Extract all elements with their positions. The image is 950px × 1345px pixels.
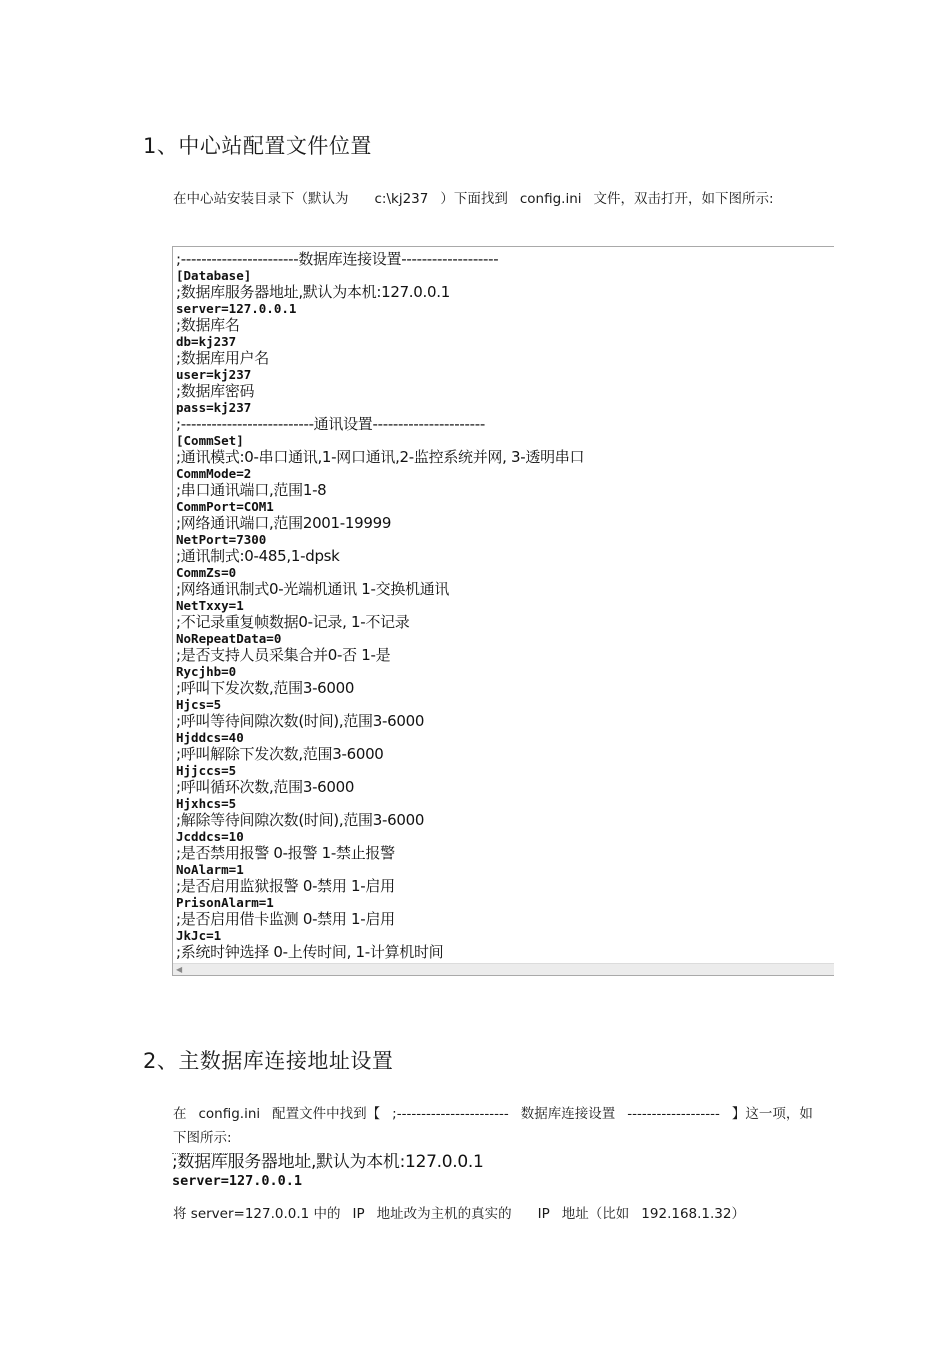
para-text: 文件，双击打开，如下图所示:	[593, 191, 774, 207]
para-text: 将 server=127.0.0.1 中的	[173, 1206, 341, 1222]
config-filename: config.ini	[519, 191, 582, 207]
para-text: ）下面找到	[440, 191, 508, 207]
section-1-paragraph	[173, 187, 813, 211]
config-comment-line: ;呼叫等待间隙次数(时间),范围3-6000	[176, 712, 425, 730]
config-value-line: [CommSet]	[176, 432, 244, 448]
section-name: 数据库连接设置	[520, 1106, 616, 1122]
config-value-line: NetPort=7300	[176, 531, 267, 547]
config-value-line: CommMode=2	[176, 465, 252, 481]
config-comment-line: ;不记录重复帧数据0-记录, 1-不记录	[176, 613, 410, 631]
server-setting-snippet	[172, 1153, 552, 1193]
example-ip: 192.168.1.32	[641, 1206, 732, 1222]
config-value-line: CommZs=0	[176, 564, 237, 580]
config-comment-line: ;-----------------------数据库连接设置-------------------	[176, 250, 499, 268]
config-value-line: CommPort=COM1	[176, 498, 274, 514]
config-comment-line: ;通讯模式:0-串口通讯,1-网口通讯,2-监控系统并网, 3-透明串口	[176, 448, 585, 466]
config-comment-line: ;数据库用户名	[176, 349, 269, 367]
section-1-heading: 1、中心站配置文件位置	[143, 134, 372, 158]
para-text: 地址改为主机的真实的	[376, 1206, 512, 1222]
para-text: IP	[537, 1206, 550, 1222]
config-comment-line: ;解除等待间隙次数(时间),范围3-6000	[176, 811, 425, 829]
scroll-left-arrow-icon[interactable]: ◀	[176, 965, 183, 974]
section-2-paragraph-2	[173, 1202, 813, 1226]
section-2-heading: 2、主数据库连接地址设置	[143, 1049, 394, 1073]
config-file-content	[176, 251, 834, 961]
config-value-line: server=127.0.0.1	[172, 1173, 303, 1189]
para-text: 在中心站安装目录下（默认为	[173, 191, 349, 207]
config-comment-line: ;是否启用借卡监测 0-禁用 1-启用	[176, 910, 395, 928]
config-comment-line: ;网络通讯制式0-光端机通讯 1-交换机通讯	[176, 580, 450, 598]
config-comment-line: ;呼叫循环次数,范围3-6000	[176, 778, 355, 796]
config-comment-line: ;呼叫解除下发次数,范围3-6000	[176, 745, 384, 763]
config-comment-line: ;--------------------------通讯设置----------------------	[176, 415, 485, 433]
config-value-line: Rycjhb=0	[176, 663, 237, 679]
config-value-line: NetTxxy=1	[176, 597, 244, 613]
config-value-line: NoAlarm=1	[176, 861, 244, 877]
config-file-screenshot	[172, 246, 834, 976]
config-comment-line: ;数据库服务器地址,默认为本机:127.0.0.1	[176, 283, 450, 301]
separator-text: -------------------	[627, 1106, 720, 1122]
config-value-line: NoRepeatData=0	[176, 630, 282, 646]
install-path: c:\kj237	[374, 191, 429, 207]
config-filename: config.ini	[198, 1106, 261, 1122]
config-value-line: JkJc=1	[176, 927, 222, 943]
config-value-line: db=kj237	[176, 333, 237, 349]
config-value-line: Jcddcs=10	[176, 828, 244, 844]
config-value-line: Hjxhcs=5	[176, 795, 237, 811]
para-text: 在	[173, 1106, 187, 1122]
config-comment-line: ;串口通讯端口,范围1-8	[176, 481, 327, 499]
config-comment-line: ;数据库名	[176, 316, 240, 334]
separator-text: ;-----------------------	[392, 1106, 509, 1122]
config-comment-line: ;数据库服务器地址,默认为本机:127.0.0.1	[172, 1153, 484, 1172]
config-value-line: Hjddcs=40	[176, 729, 244, 745]
crop-edge	[172, 1153, 232, 1159]
config-comment-line: ;通讯制式:0-485,1-dpsk	[176, 547, 340, 565]
section-2-paragraph-1	[173, 1102, 813, 1150]
config-value-line: pass=kj237	[176, 399, 252, 415]
config-comment-line: ;系统时钟选择 0-上传时间, 1-计算机时间	[176, 943, 444, 961]
config-comment-line: ;是否启用监狱报警 0-禁用 1-启用	[176, 877, 395, 895]
config-value-line: PrisonAlarm=1	[176, 894, 274, 910]
config-comment-line: ;呼叫下发次数,范围3-6000	[176, 679, 355, 697]
para-text: 配置文件中找到【	[272, 1106, 381, 1122]
config-comment-line: ;是否支持人员采集合并0-否 1-是	[176, 646, 391, 664]
config-value-line: Hjjccs=5	[176, 762, 237, 778]
config-value-line: server=127.0.0.1	[176, 300, 297, 316]
config-comment-line: ;是否禁用报警 0-报警 1-禁止报警	[176, 844, 395, 862]
para-text: 】这一项，如下图所示:	[173, 1106, 813, 1146]
para-text: IP	[352, 1206, 365, 1222]
config-value-line: Hjcs=5	[176, 696, 222, 712]
config-value-line: user=kj237	[176, 366, 252, 382]
config-value-line: [Database]	[176, 267, 252, 283]
horizontal-scrollbar[interactable]	[173, 963, 834, 975]
para-text: 地址（比如	[561, 1206, 630, 1222]
config-comment-line: ;数据库密码	[176, 382, 255, 400]
para-text: ）	[731, 1206, 745, 1222]
config-comment-line: ;网络通讯端口,范围2001-19999	[176, 514, 392, 532]
